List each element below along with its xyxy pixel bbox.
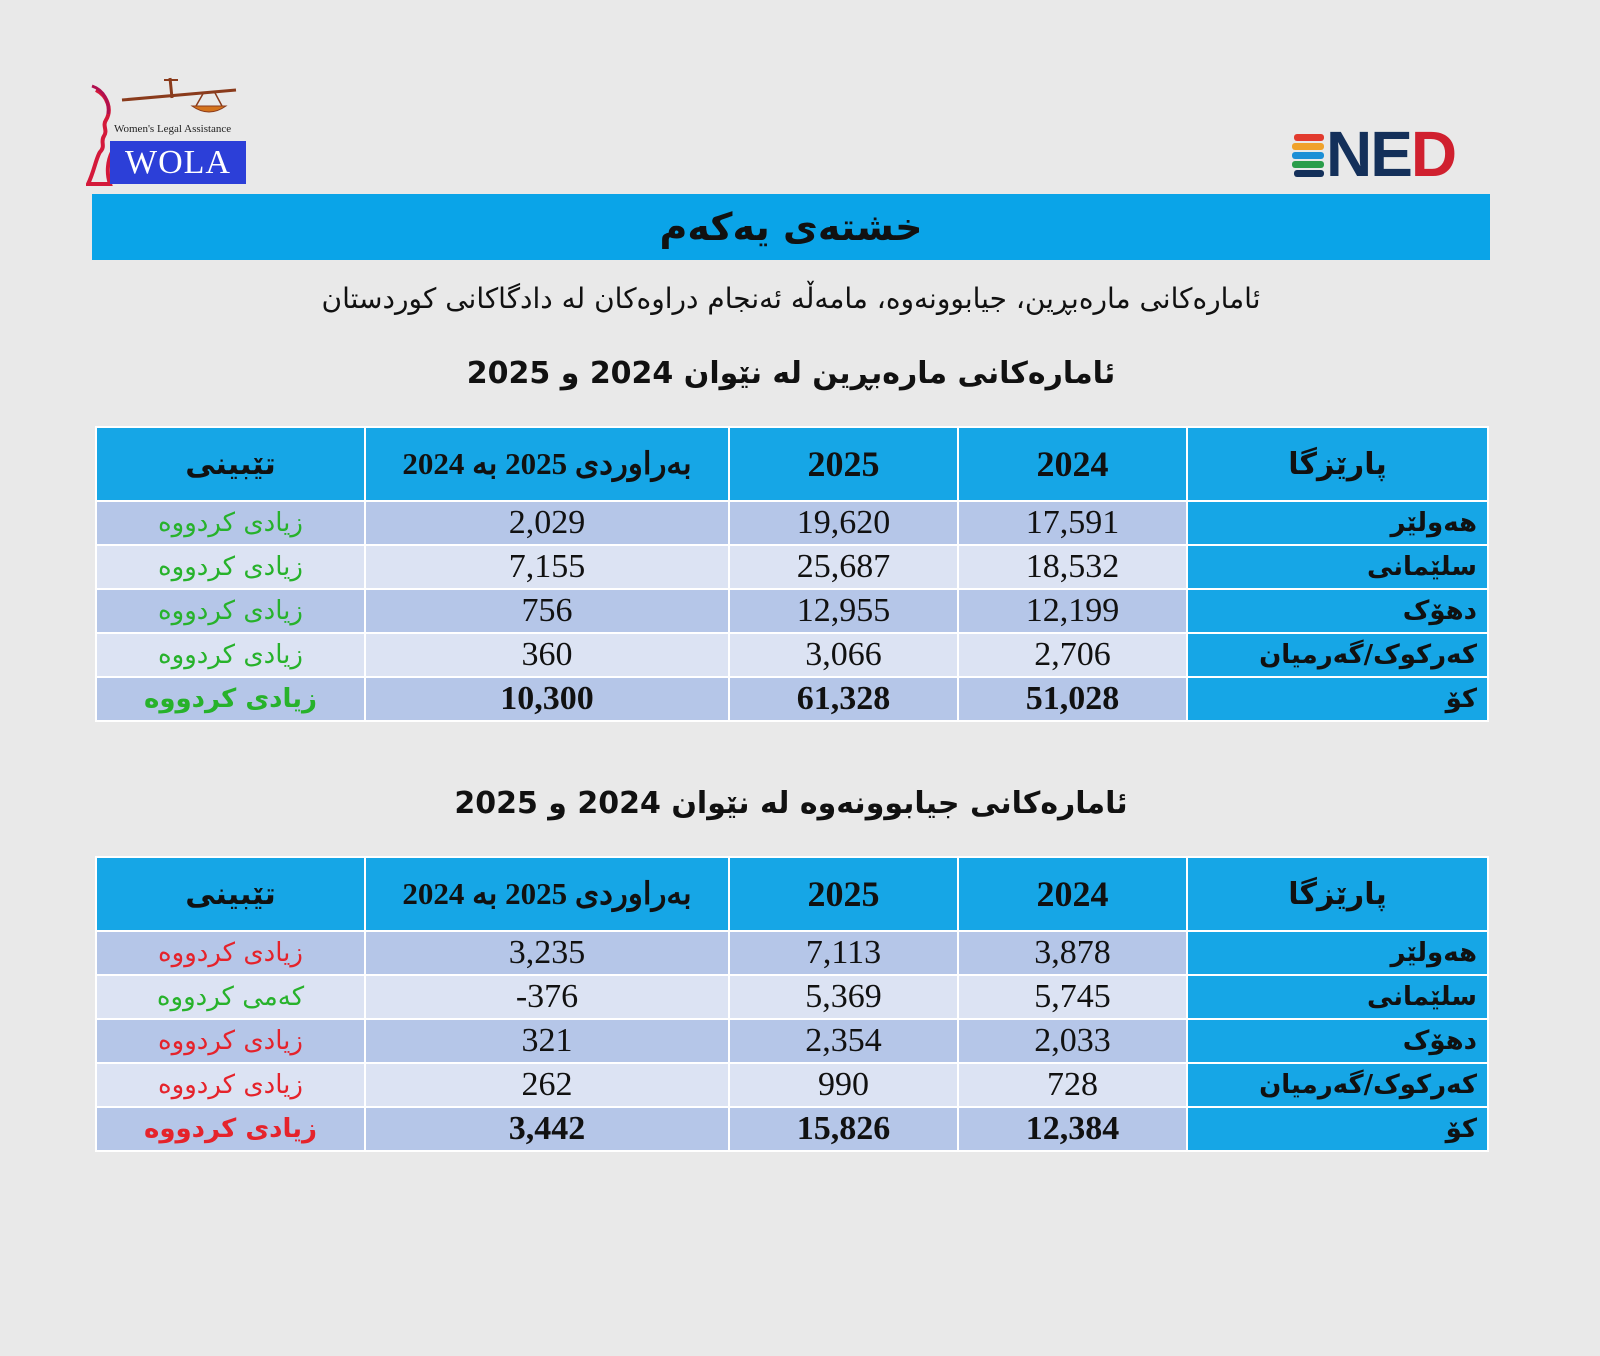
cell-diff: 376-: [365, 975, 729, 1019]
divorce-table-header-row: [96, 857, 1488, 931]
table-row: [96, 501, 1488, 545]
table-row: [96, 1019, 1488, 1063]
col-header-compare: بەراوردی 2025 بە 2024: [365, 427, 729, 501]
cell-diff: 3,442: [365, 1107, 729, 1151]
cell-governorate: هەولێر: [1187, 931, 1488, 975]
cell-2025: 61,328: [729, 677, 958, 721]
col-header-governorate: پارێزگا: [1187, 427, 1488, 501]
cell-2024: 12,199: [958, 589, 1187, 633]
cell-2024: 18,532: [958, 545, 1187, 589]
cell-2024: 12,384: [958, 1107, 1187, 1151]
cell-diff: 360: [365, 633, 729, 677]
cell-note: زیادی کردووە: [96, 1107, 365, 1151]
table-row: [96, 545, 1488, 589]
cell-note: زیادی کردووە: [96, 501, 365, 545]
divorce-table-title: ئامارەکانی جیابوونەوە لە نێوان 2024 و 2025: [454, 786, 1128, 821]
marriage-table-title: ئامارەکانی مارەبڕین لە نێوان 2024 و 2025: [466, 356, 1116, 391]
cell-2025: 19,620: [729, 501, 958, 545]
ned-logo: [1292, 118, 1492, 190]
cell-diff: 262: [365, 1063, 729, 1107]
cell-note: زیادی کردووە: [96, 633, 365, 677]
cell-2024: 728: [958, 1063, 1187, 1107]
col-header-note: تێبینی: [96, 427, 365, 501]
col-header-governorate: پارێزگا: [1187, 857, 1488, 931]
table-row-total: [96, 1107, 1488, 1151]
col-header-compare: بەراوردی 2025 بە 2024: [365, 857, 729, 931]
cell-governorate: کۆ: [1187, 677, 1488, 721]
cell-2025: 15,826: [729, 1107, 958, 1151]
cell-diff: 756: [365, 589, 729, 633]
cell-diff: 2,029: [365, 501, 729, 545]
col-header-2025: 2025: [729, 427, 958, 501]
cell-diff: 3,235: [365, 931, 729, 975]
cell-2024: 2,706: [958, 633, 1187, 677]
col-header-2024: 2024: [958, 857, 1187, 931]
marriage-table-header-row: [96, 427, 1488, 501]
cell-governorate: سلێمانی: [1187, 545, 1488, 589]
cell-note: زیادی کردووە: [96, 1019, 365, 1063]
ned-wordmark: [1326, 118, 1456, 190]
cell-diff: 7,155: [365, 545, 729, 589]
cell-note: زیادی کردووە: [96, 931, 365, 975]
table-row: [96, 1063, 1488, 1107]
ned-wordmark-accent: D: [1410, 118, 1456, 190]
cell-governorate: هەولێر: [1187, 501, 1488, 545]
table-row: [96, 589, 1488, 633]
wola-tagline: Women's Legal Assistance: [114, 123, 232, 135]
ned-wordmark-main: NE: [1326, 118, 1411, 190]
col-header-2024: 2024: [958, 427, 1187, 501]
table-row: [96, 975, 1488, 1019]
marriage-table: [95, 426, 1489, 722]
cell-2024: 3,878: [958, 931, 1187, 975]
cell-governorate: دهۆک: [1187, 589, 1488, 633]
cell-2024: 5,745: [958, 975, 1187, 1019]
table-row-total: [96, 677, 1488, 721]
page-subtitle: ئامارەکانی مارەبڕین، جیابوونەوە، مامەڵە ئەنجام دراوەکان لە دادگاکانی کوردستان: [321, 282, 1261, 315]
cell-2025: 2,354: [729, 1019, 958, 1063]
cell-governorate: کەرکوک/گەرمیان: [1187, 1063, 1488, 1107]
cell-governorate: دهۆک: [1187, 1019, 1488, 1063]
table-row: [96, 931, 1488, 975]
cell-2024: 2,033: [958, 1019, 1187, 1063]
cell-2025: 5,369: [729, 975, 958, 1019]
cell-2025: 12,955: [729, 589, 958, 633]
cell-note: زیادی کردووە: [96, 677, 365, 721]
table-row: [96, 633, 1488, 677]
cell-note: زیادی کردووە: [96, 1063, 365, 1107]
cell-2024: 17,591: [958, 501, 1187, 545]
cell-2025: 990: [729, 1063, 958, 1107]
wola-logo: [86, 76, 256, 188]
col-header-2025: 2025: [729, 857, 958, 931]
cell-governorate: کەرکوک/گەرمیان: [1187, 633, 1488, 677]
cell-diff: 10,300: [365, 677, 729, 721]
table-banner: خشتەی یەکەم: [92, 194, 1490, 260]
cell-diff: 321: [365, 1019, 729, 1063]
cell-note: زیادی کردووە: [96, 589, 365, 633]
cell-2024: 51,028: [958, 677, 1187, 721]
cell-note: زیادی کردووە: [96, 545, 365, 589]
cell-2025: 25,687: [729, 545, 958, 589]
col-header-note: تێبینی: [96, 857, 365, 931]
cell-2025: 3,066: [729, 633, 958, 677]
divorce-table: [95, 856, 1489, 1152]
cell-note: کەمی کردووە: [96, 975, 365, 1019]
wola-wordmark: WOLA: [110, 141, 246, 184]
cell-governorate: کۆ: [1187, 1107, 1488, 1151]
cell-governorate: سلێمانی: [1187, 975, 1488, 1019]
cell-2025: 7,113: [729, 931, 958, 975]
